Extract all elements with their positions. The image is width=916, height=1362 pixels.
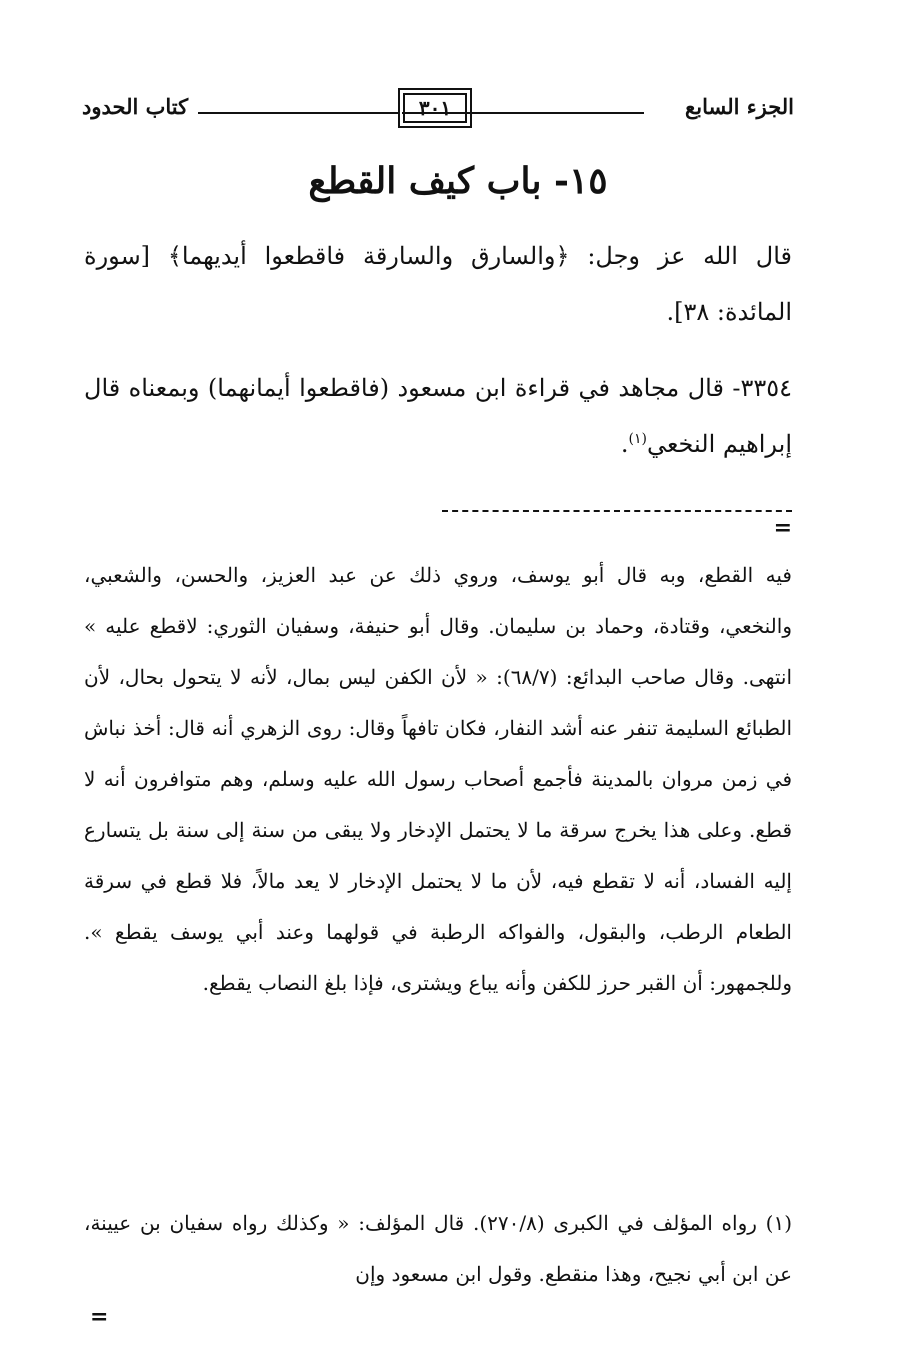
page-number: ٣٠١ [403, 93, 467, 123]
header-rule-left [198, 112, 398, 114]
volume-label: الجزء السابع [685, 94, 794, 119]
page-number-box [398, 88, 472, 128]
footnote-reference: (١) [628, 431, 647, 447]
hadith-period: . [620, 430, 629, 458]
chapter-title: ١٥- باب كيف القطع [308, 160, 608, 202]
hadith-text: ٣٣٥٤- قال مجاهد في قراءة ابن مسعود (فاقطعوا أيمانهما) وبمعناه قال إبراهيم النخعي [84, 374, 793, 458]
continuation-mark-top: = [773, 515, 792, 541]
footnote-1 [84, 1198, 792, 1300]
footnote-1-marker: (١) [765, 1211, 793, 1235]
footnote-1-text: رواه المؤلف في الكبرى (٢٧٠/٨). قال المؤلف: « وكذلك رواه سفيان بن عيينة، عن ابن أبي نجيح، وهذا منقطع. وقول ابن مسعود وإن [84, 1211, 792, 1286]
verse-paragraph: قال الله عز وجل: ﴿والسارق والسارقة فاقطعوا أيديهما﴾ [سورة المائدة: ٣٨]. [84, 242, 792, 326]
footnote-continued: فيه القطع، وبه قال أبو يوسف، وروي ذلك عن عبد العزيز، والحسن، والشعبي، والنخعي، وقتادة، وحماد بن سليمان. وقال أبو حنيفة، وسفيان الثوري: لاقطع عليه » انتهى. وقال صاحب البدائع: (٦٨/٧): « لأن الكفن ليس بمال، لأنه لا يتحول بحال، لأن الطبائع السليمة تنفر عنه أشد النفار، فكان تافهاً وقال: روى الزهري أنه قال: أخذ نباش في زمن مروان بالمدينة فأجمع أصحاب رسول الله عليه وسلم، وهم متوافرون أنه لا قطع. وعلى هذا يخرج سرقة ما لا يحتمل الإدخار ولا يبقى من سنة إلى سنة بل يتسارع إليه الفساد، أنه لا تقطع فيه، لأن ما لا يحتمل الإدخار لا يعد مالاً، فلا قطع في سرقة الطعام الرطب، والبقول، والفواكه الرطبة في قولهما وعند أبي يوسف يقطع ». وللجمهور: أن القبر حرز للكفن وأنه يباع ويشترى، فإذا بلغ النصاب يقطع. [84, 563, 792, 995]
continuation-mark-bottom: = [90, 1304, 109, 1330]
book-title: كتاب الحدود [82, 94, 189, 119]
footnote-separator [442, 510, 792, 512]
hadith-paragraph [84, 360, 792, 472]
running-header [82, 88, 794, 132]
